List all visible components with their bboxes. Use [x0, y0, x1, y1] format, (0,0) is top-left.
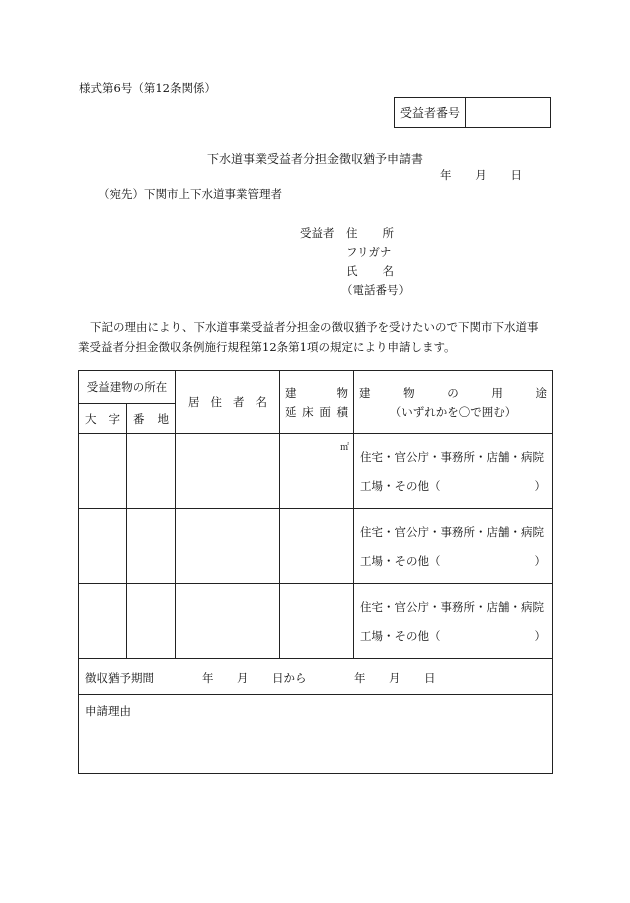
- oaza-cell[interactable]: [79, 434, 127, 509]
- addressee: （宛先）下関市上下水道事業管理者: [98, 187, 282, 201]
- floor-area-cell[interactable]: [280, 509, 354, 584]
- table-row: [79, 434, 553, 509]
- body-text-line-1: 下記の理由により、下水道事業受益者分担金の徴収猶予を受けたいので下関市下水道事: [90, 320, 539, 334]
- form-title: 下水道事業受益者分担金徴収猶予申請書: [207, 152, 424, 166]
- date-line: [440, 167, 522, 183]
- banchi-cell[interactable]: [127, 509, 176, 584]
- date-month: 月: [475, 168, 487, 182]
- location-header: 受益建物の所在: [79, 371, 176, 404]
- oaza-header: 大 字: [79, 404, 127, 434]
- resident-header: 居 住 者 名: [176, 371, 280, 434]
- floor-area-cell[interactable]: [280, 584, 354, 659]
- banchi-cell[interactable]: [127, 434, 176, 509]
- reason-row: [79, 695, 553, 774]
- date-day: 日: [510, 168, 522, 182]
- period-label: 徴収猶予期間: [85, 671, 154, 685]
- applicant-prefix: 受益者: [300, 226, 335, 240]
- banchi-cell[interactable]: [127, 584, 176, 659]
- building-use-cell[interactable]: 住宅・官公庁・事務所・店舗・病院 工場・その他（ ）: [354, 584, 553, 659]
- address-label: 住 所: [346, 226, 394, 240]
- recipient-number-field[interactable]: [466, 98, 550, 127]
- resident-cell[interactable]: [176, 509, 280, 584]
- date-year: 年: [440, 168, 452, 182]
- table-row: [79, 509, 553, 584]
- phone-label: （電話番号）: [341, 283, 410, 297]
- body-text-line-2: 業受益者分担金徴収条例施行規程第12条第1項の規定により申請します。: [78, 340, 456, 354]
- furigana-label: フリガナ: [346, 245, 392, 259]
- building-use-cell[interactable]: 住宅・官公庁・事務所・店舗・病院 工場・その他（ ）: [354, 434, 553, 509]
- recipient-number-box: [394, 97, 551, 128]
- area-unit: ㎡: [339, 443, 349, 453]
- form-number: 様式第6号（第12条関係）: [79, 81, 216, 95]
- recipient-number-label: 受益者番号: [395, 98, 466, 127]
- banchi-header: 番 地: [127, 404, 176, 434]
- period-row: [79, 659, 553, 695]
- table-row: [79, 584, 553, 659]
- application-table: [78, 370, 553, 774]
- period-cell[interactable]: 徴収猶予期間 年 月 日から 年 月 日: [79, 659, 553, 695]
- oaza-cell[interactable]: [79, 584, 127, 659]
- floor-area-header: 建 物 延 床 面 積: [280, 371, 354, 434]
- name-label: 氏 名: [346, 264, 394, 278]
- floor-area-cell[interactable]: [280, 434, 354, 509]
- reason-label: 申請理由: [85, 704, 131, 718]
- building-use-cell[interactable]: 住宅・官公庁・事務所・店舗・病院 工場・その他（ ）: [354, 509, 553, 584]
- resident-cell[interactable]: [176, 434, 280, 509]
- resident-cell[interactable]: [176, 584, 280, 659]
- reason-cell[interactable]: [79, 695, 553, 774]
- oaza-cell[interactable]: [79, 509, 127, 584]
- building-use-header: 建 物 の 用 途 （いずれかを〇で囲む）: [354, 371, 553, 434]
